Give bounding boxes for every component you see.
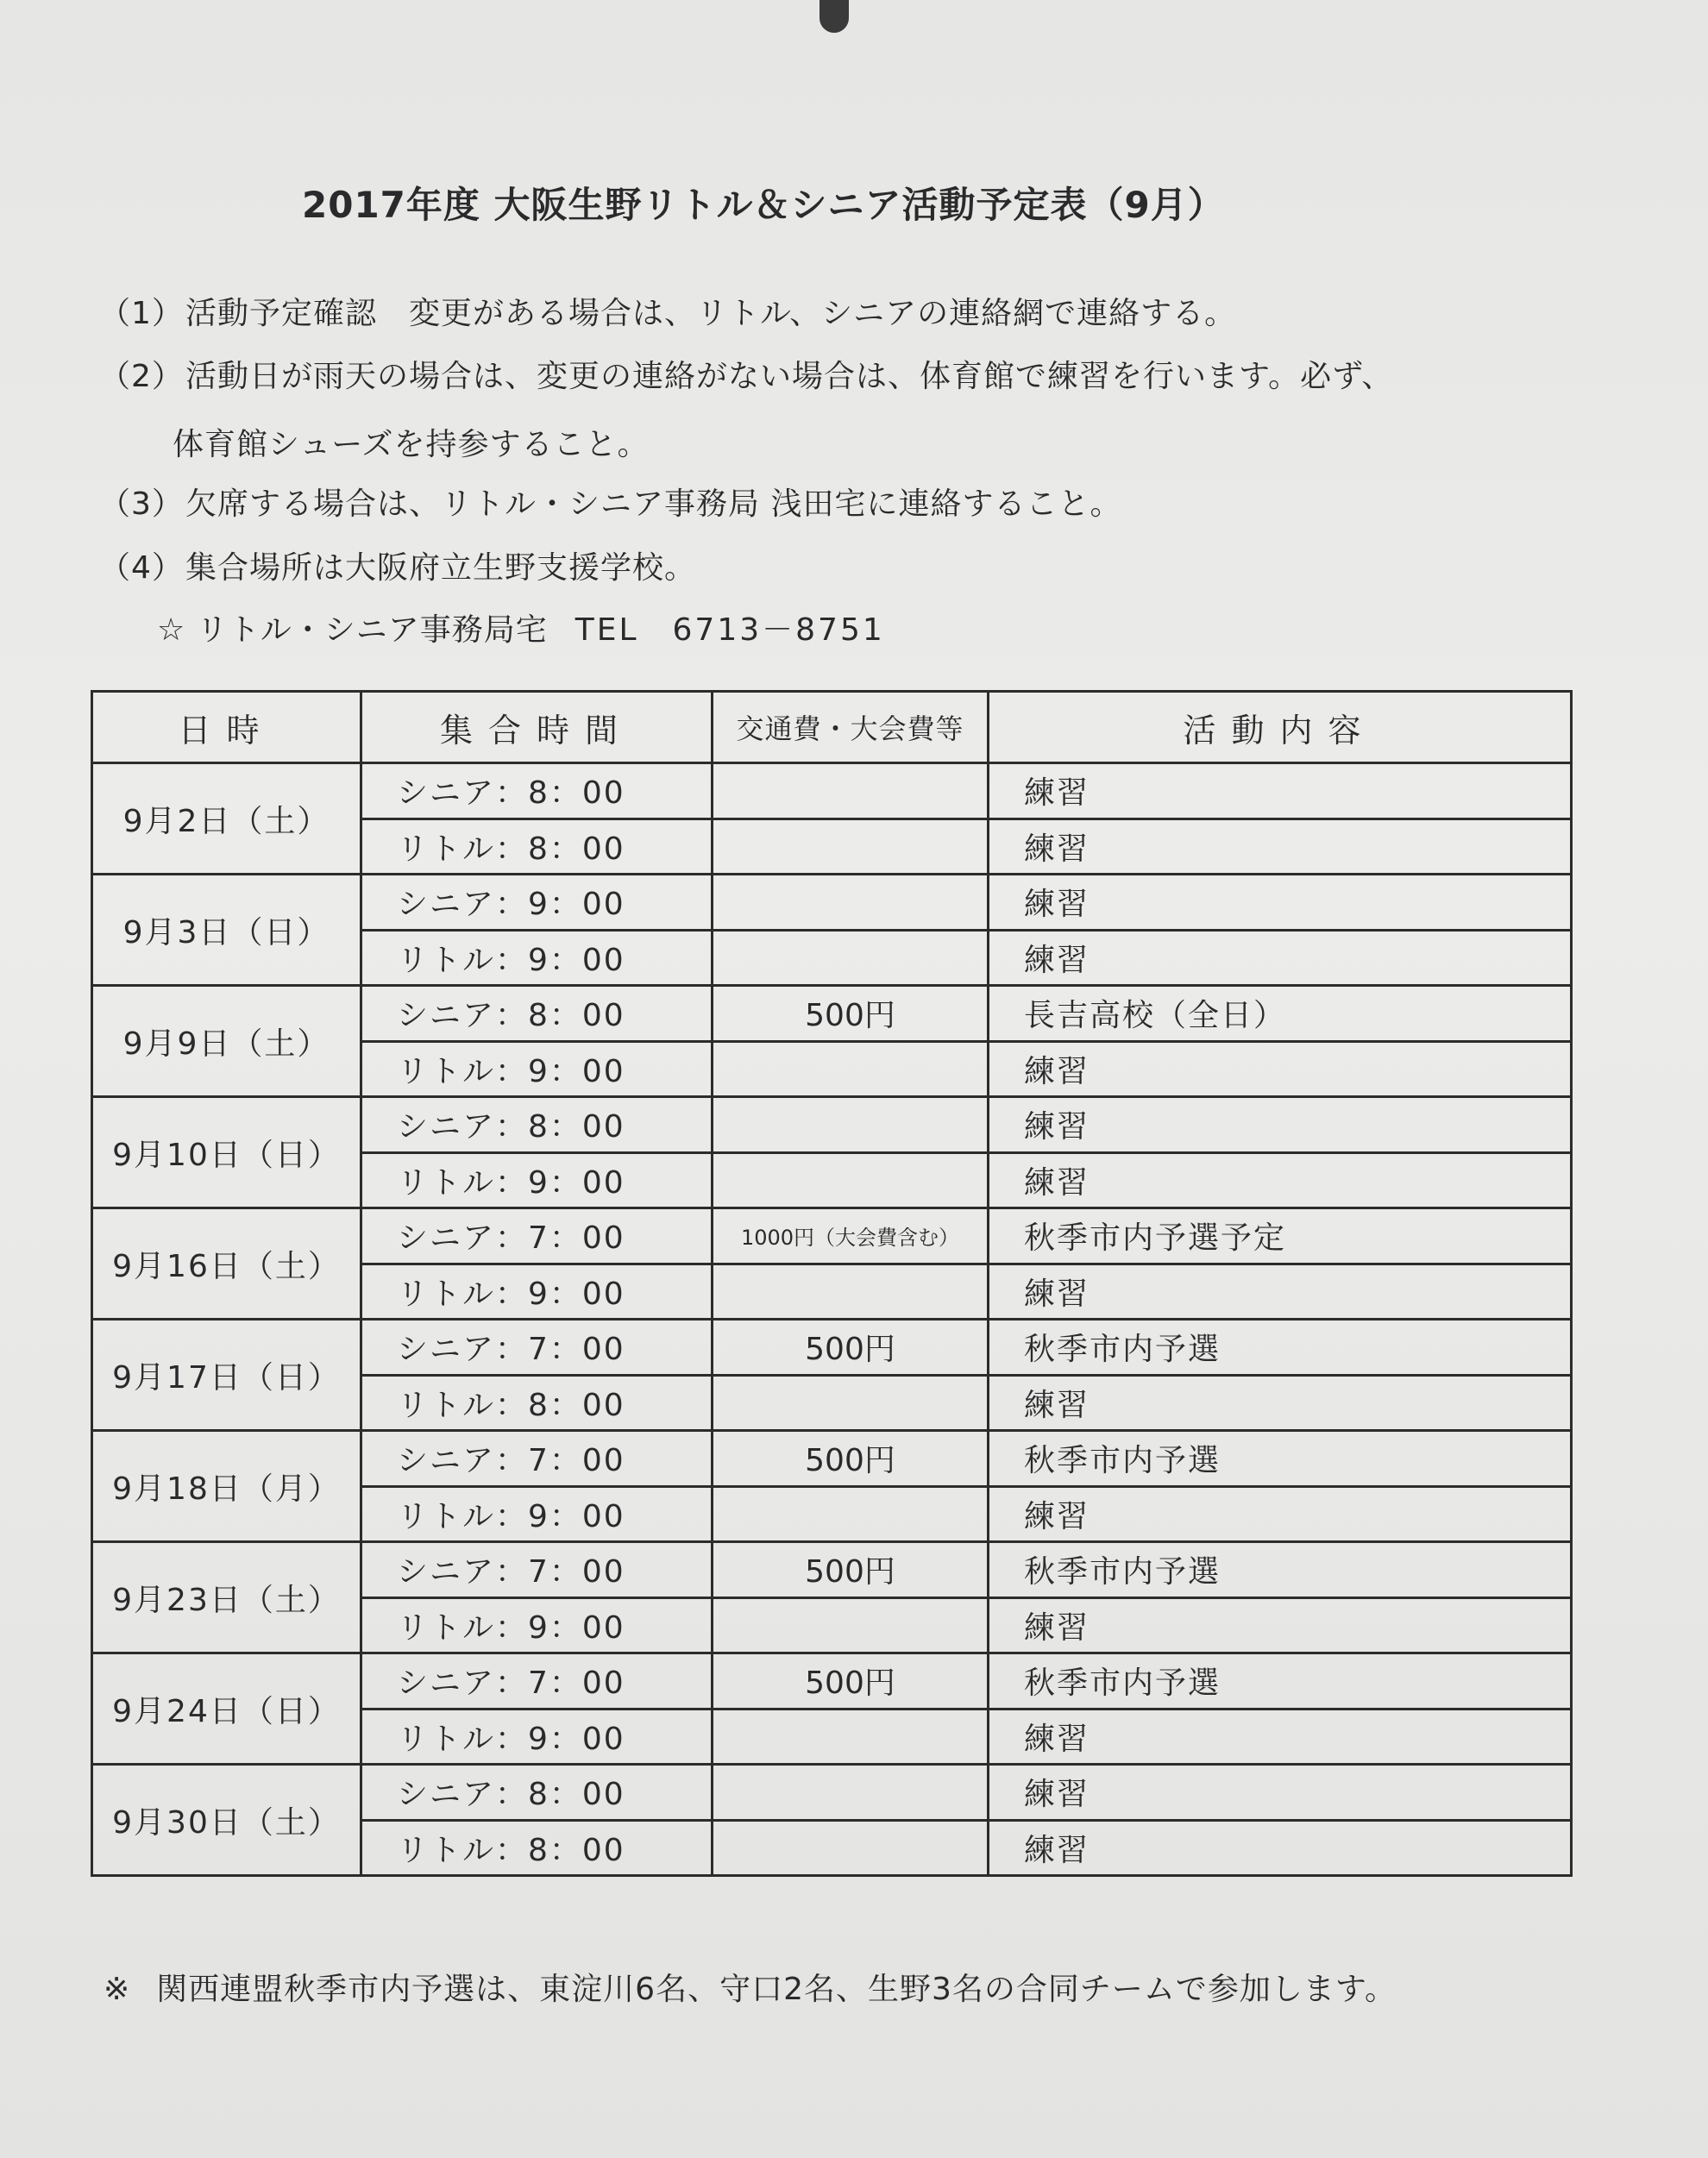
activity-cell: 練習: [989, 1097, 1572, 1153]
note-text: 欠席する場合は、リトル・シニア事務局 浅田宅に連絡すること。: [185, 486, 1122, 522]
date-cell: 9月24日（日）: [92, 1653, 361, 1765]
fee-cell: [713, 763, 989, 819]
contact-label: ☆ リトル・シニア事務局宅: [157, 612, 548, 648]
header-date: 日時: [92, 692, 361, 763]
table-row-senior: [92, 1542, 1572, 1598]
fee-cell: [713, 930, 989, 986]
pushpin-icon: [819, 0, 849, 33]
date-cell: 9月17日（日）: [92, 1320, 361, 1431]
table-row-senior: [92, 1208, 1572, 1264]
meeting-time-cell: シニア：8：00: [361, 763, 713, 819]
meeting-time-cell: シニア：8：00: [361, 1765, 713, 1821]
activity-cell: 秋季市内予選: [989, 1320, 1572, 1376]
table-row-senior: [92, 986, 1572, 1042]
fee-cell: [713, 1097, 989, 1153]
date-cell: 9月2日（土）: [92, 763, 361, 875]
meeting-time-cell: シニア：8：00: [361, 986, 713, 1042]
fee-cell: 500円: [713, 1431, 989, 1487]
fee-cell: [713, 819, 989, 875]
activity-cell: 秋季市内予選予定: [989, 1208, 1572, 1264]
table-header-row: [92, 692, 1572, 763]
activity-cell: 練習: [989, 875, 1572, 931]
fee-cell: [713, 1264, 989, 1320]
note-number: （4）: [99, 550, 184, 586]
header-meeting-time: 集合時間: [361, 692, 713, 763]
activity-cell: 秋季市内予選: [989, 1542, 1572, 1598]
footer-mark: ※: [104, 1972, 131, 2007]
activity-cell: 練習: [989, 1375, 1572, 1431]
note-text: 活動予定確認 変更がある場合は、リトル、シニアの連絡網で連絡する。: [185, 296, 1237, 331]
meeting-time-cell: リトル：9：00: [361, 1486, 713, 1542]
activity-cell: 練習: [989, 1597, 1572, 1653]
meeting-time-cell: シニア：8：00: [361, 1097, 713, 1153]
fee-cell: 500円: [713, 1653, 989, 1709]
table-row-senior: [92, 1431, 1572, 1487]
fee-cell: 500円: [713, 986, 989, 1042]
activity-cell: 練習: [989, 1486, 1572, 1542]
table-row-senior: [92, 763, 1572, 819]
note-text: 集合場所は大阪府立生野支援学校。: [185, 550, 697, 586]
fee-cell: [713, 1820, 989, 1876]
table-row-senior: [92, 1653, 1572, 1709]
header-activity: 活動内容: [989, 692, 1572, 763]
activity-cell: 練習: [989, 819, 1572, 875]
note-1: [99, 289, 1236, 333]
date-cell: 9月30日（土）: [92, 1765, 361, 1876]
activity-cell: 練習: [989, 1709, 1572, 1765]
meeting-time-cell: リトル：8：00: [361, 1820, 713, 1876]
table-row-senior: [92, 1320, 1572, 1376]
footer-note: [104, 1965, 1397, 2009]
meeting-time-cell: シニア：7：00: [361, 1320, 713, 1376]
fee-cell: [713, 1709, 989, 1765]
activity-cell: 練習: [989, 1041, 1572, 1097]
fee-cell: 500円: [713, 1320, 989, 1376]
fee-cell: [713, 1152, 989, 1208]
fee-cell: [713, 875, 989, 931]
date-cell: 9月16日（土）: [92, 1208, 361, 1320]
activity-cell: 秋季市内予選: [989, 1653, 1572, 1709]
office-contact: [157, 605, 885, 649]
note-4: [99, 543, 696, 587]
activity-cell: 練習: [989, 763, 1572, 819]
fee-cell: 1000円（大会費含む）: [713, 1208, 989, 1264]
note-2: [99, 352, 1393, 396]
date-cell: 9月18日（月）: [92, 1431, 361, 1542]
fee-cell: [713, 1765, 989, 1821]
meeting-time-cell: リトル：8：00: [361, 1375, 713, 1431]
note-number: （3）: [99, 486, 184, 522]
fee-cell: [713, 1375, 989, 1431]
fee-cell: [713, 1486, 989, 1542]
fee-cell: [713, 1597, 989, 1653]
meeting-time-cell: リトル：9：00: [361, 1041, 713, 1097]
note-2-continued: 体育館シューズを持参すること。: [173, 427, 650, 462]
activity-cell: 秋季市内予選: [989, 1431, 1572, 1487]
meeting-time-cell: リトル：9：00: [361, 930, 713, 986]
meeting-time-cell: リトル：9：00: [361, 1597, 713, 1653]
note-number: （2）: [99, 359, 184, 394]
date-cell: 9月23日（土）: [92, 1542, 361, 1653]
activity-cell: 練習: [989, 1152, 1572, 1208]
fee-cell: 500円: [713, 1542, 989, 1598]
note-text: 活動日が雨天の場合は、変更の連絡がない場合は、体育館で練習を行います。必ず、: [185, 359, 1394, 394]
activity-cell: 練習: [989, 1820, 1572, 1876]
meeting-time-cell: シニア：9：00: [361, 875, 713, 931]
date-cell: 9月9日（土）: [92, 986, 361, 1097]
schedule-table: [91, 690, 1573, 1877]
table-row-senior: [92, 1765, 1572, 1821]
table-row-senior: [92, 875, 1572, 931]
document-title: 2017年度 大阪生野リトル＆シニア活動予定表（9月）: [302, 184, 1225, 226]
meeting-time-cell: シニア：7：00: [361, 1542, 713, 1598]
meeting-time-cell: シニア：7：00: [361, 1653, 713, 1709]
meeting-time-cell: リトル：9：00: [361, 1264, 713, 1320]
activity-cell: 練習: [989, 1765, 1572, 1821]
schedule-body: [92, 763, 1572, 1876]
meeting-time-cell: シニア：7：00: [361, 1208, 713, 1264]
note-3: [99, 480, 1121, 524]
note-number: （1）: [99, 296, 184, 331]
meeting-time-cell: シニア：7：00: [361, 1431, 713, 1487]
activity-cell: 長吉高校（全日）: [989, 986, 1572, 1042]
header-fees: 交通費・大会費等: [713, 692, 989, 763]
meeting-time-cell: リトル：9：00: [361, 1152, 713, 1208]
date-cell: 9月10日（日）: [92, 1097, 361, 1208]
meeting-time-cell: リトル：9：00: [361, 1709, 713, 1765]
meeting-time-cell: リトル：8：00: [361, 819, 713, 875]
footer-text: 関西連盟秋季市内予選は、東淀川6名、守口2名、生野3名の合同チームで参加します。: [156, 1972, 1397, 2007]
activity-cell: 練習: [989, 930, 1572, 986]
table-row-senior: [92, 1097, 1572, 1153]
contact-phone: TEL 6713－8751: [575, 612, 885, 648]
date-cell: 9月3日（日）: [92, 875, 361, 986]
activity-cell: 練習: [989, 1264, 1572, 1320]
fee-cell: [713, 1041, 989, 1097]
